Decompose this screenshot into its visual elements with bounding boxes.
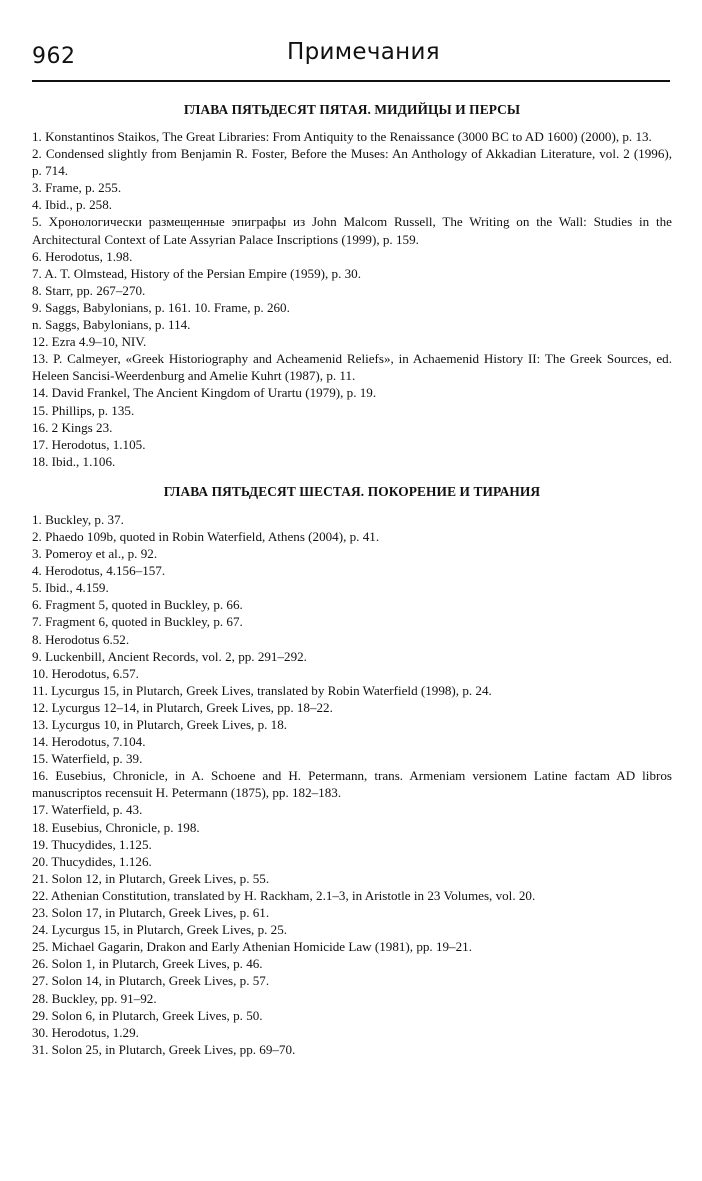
- note-item: 1. Konstantinos Staikos, The Great Libraries: From Antiquity to the Renaissance (3000 BC to AD 1600) (2000), p. 13.: [32, 129, 652, 144]
- note-item: 5. Ibid., 4.159.: [32, 580, 109, 596]
- chapter-heading: ГЛАВА ПЯТЬДЕСЯТ ШЕСТАЯ. ПОКОРЕНИЕ И ТИРАНИЯ: [163, 483, 541, 499]
- note-item: 4. Herodotus, 4.156–157.: [32, 563, 166, 579]
- note-item: 16. Eusebius, Chronicle, in A. Schoene and H. Petermann, trans. Armeniam versionem Latine factam AD libros manuscriptos recensuit H. Petermann (1875), pp. 182–183.: [32, 768, 672, 801]
- note-item: 26. Solon 1, in Plutarch, Greek Lives, p. 46.: [32, 956, 263, 972]
- note-item: 21. Solon 12, in Plutarch, Greek Lives, p. 55.: [32, 870, 270, 886]
- note-item: 28. Buckley, pp. 91–92.: [32, 990, 157, 1006]
- note-item: 9. Saggs, Babylonians, p. 161. 10. Frame, p. 260.: [32, 299, 290, 315]
- note-item: 18. Ibid., 1.106.: [32, 453, 116, 469]
- header-rule: [32, 80, 670, 82]
- note-item: 9. Luckenbill, Ancient Records, vol. 2, pp. 291–292.: [32, 648, 307, 664]
- note-item: 20. Thucydides, 1.126.: [32, 853, 152, 869]
- chapter-notes-list: [32, 511, 672, 1058]
- page-number: 962: [32, 44, 76, 69]
- note-item: 25. Michael Gagarin, Drakon and Early Athenian Homicide Law (1981), pp. 19–21.: [32, 939, 472, 955]
- note-item: 8. Herodotus 6.52.: [32, 631, 130, 647]
- note-item: 2. Phaedo 109b, quoted in Robin Waterfield, Athens (2004), p. 41.: [32, 528, 380, 544]
- note-item: 3. Pomeroy et al., p. 92.: [32, 546, 158, 562]
- note-item: 11. Lycurgus 15, in Plutarch, Greek Lives, translated by Robin Waterfield (1998), p. 24.: [32, 682, 492, 698]
- note-item: 17. Waterfield, p. 43.: [32, 802, 143, 818]
- page-header: [32, 38, 670, 78]
- note-item: 17. Herodotus, 1.105.: [32, 436, 146, 452]
- note-item: 13. Lycurgus 10, in Plutarch, Greek Lives, p. 18.: [32, 717, 288, 732]
- note-item: 5. Хронологически размещенные эпиграфы из John Malcom Russell, The Writing on the Wall: Studies in the Architectural Context of Late Assyrian Palace Inscriptions (1999), p. 159.: [32, 214, 672, 247]
- note-item: 12. Ezra 4.9–10, NIV.: [32, 334, 147, 350]
- note-item: 31. Solon 25, in Plutarch, Greek Lives, pp. 69–70.: [32, 1041, 296, 1057]
- note-item: 14. Herodotus, 7.104.: [32, 734, 146, 750]
- note-item: 22. Athenian Constitution, translated by H. Rackham, 2.1–3, in Aristotle in 23 Volumes, vol. 20.: [32, 887, 536, 903]
- note-item: 24. Lycurgus 15, in Plutarch, Greek Lives, p. 25.: [32, 922, 288, 938]
- notes-content: [32, 101, 672, 1058]
- note-item: 13. P. Calmeyer, «Greek Historiography and Acheamenid Reliefs», in Achaemenid History II: The Greek Sources, ed. Heleen Sancisi-Weerdenburg and Amelie Kuhrt (1987), p. 11.: [32, 351, 672, 384]
- note-item: 7. A. T. Olmstead, History of the Persian Empire (1959), p. 30.: [32, 265, 361, 281]
- note-item: 19. Thucydides, 1.125.: [32, 836, 152, 852]
- chapter-heading: ГЛАВА ПЯТЬДЕСЯТ ПЯТАЯ. МИДИЙЦЫ И ПЕРСЫ: [183, 102, 521, 117]
- note-item: 10. Herodotus, 6.57.: [32, 665, 139, 681]
- note-item: 3. Frame, p. 255.: [32, 180, 122, 196]
- note-item: 7. Fragment 6, quoted in Buckley, p. 67.: [32, 614, 243, 630]
- note-item: 30. Herodotus, 1.29.: [32, 1024, 139, 1040]
- note-item: 15. Waterfield, p. 39.: [32, 751, 143, 767]
- note-item: 12. Lycurgus 12–14, in Plutarch, Greek Lives, pp. 18–22.: [32, 699, 333, 715]
- note-item: 29. Solon 6, in Plutarch, Greek Lives, p. 50.: [32, 1007, 263, 1023]
- note-item: 2. Condensed slightly from Benjamin R. Foster, Before the Muses: An Anthology of Akkadian Literature, vol. 2 (1996), p. 714.: [32, 146, 672, 179]
- note-item: 15. Phillips, p. 135.: [32, 402, 135, 418]
- chapter-notes-list: [32, 128, 672, 470]
- note-item: n. Saggs, Babylonians, p. 114.: [32, 317, 191, 333]
- note-item: 1. Buckley, p. 37.: [32, 511, 124, 527]
- running-title: Примечания: [287, 39, 440, 65]
- note-item: 14. David Frankel, The Ancient Kingdom of Urartu (1979), p. 19.: [32, 385, 377, 401]
- note-item: 6. Herodotus, 1.98.: [32, 248, 133, 264]
- note-item: 16. 2 Kings 23.: [32, 419, 113, 435]
- note-item: 6. Fragment 5, quoted in Buckley, p. 66.: [32, 597, 243, 613]
- note-item: 27. Solon 14, in Plutarch, Greek Lives, p. 57.: [32, 973, 270, 989]
- note-item: 8. Starr, pp. 267–270.: [32, 282, 146, 298]
- note-item: 23. Solon 17, in Plutarch, Greek Lives, p. 61.: [32, 905, 270, 921]
- note-item: 4. Ibid., p. 258.: [32, 197, 113, 213]
- note-item: 18. Eusebius, Chronicle, p. 198.: [32, 819, 200, 835]
